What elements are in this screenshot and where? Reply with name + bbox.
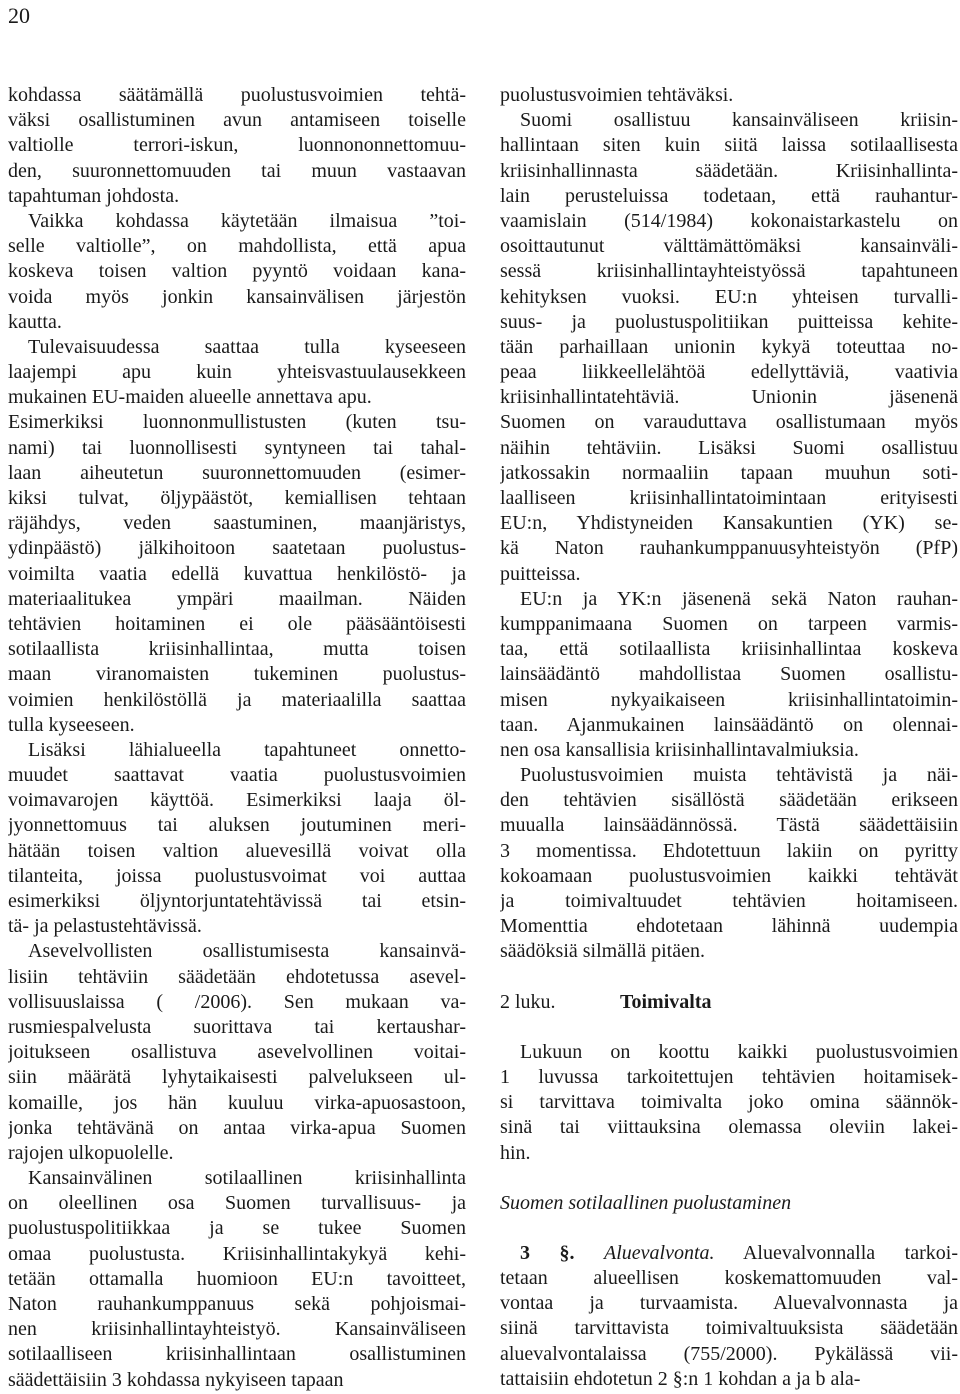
text-line: koskeva toisen valtion pyyntö voidaan kana- (8, 260, 466, 283)
text-line: kautta. (8, 310, 62, 333)
text-line: suus- ja puolustuspolitiikan puitteissa kehite- (500, 310, 958, 333)
text-line: tä- ja pelastustehtävissä. (8, 915, 202, 938)
text-line: puolustuspolitiikkaa ja se tukee Suomen (8, 1217, 466, 1240)
text-line: puolustusvoimien tehtäväksi. (500, 84, 734, 106)
text-line: kumppanimaana Suomen on tarpeen varmis- (500, 612, 958, 635)
text-line: säädöksiä silmällä pitäen. (500, 940, 705, 963)
text-line: tehtävien hoitaminen ei ole pääsääntöisesti (8, 612, 466, 635)
text-line: ja toimivaltuudet tehtävien hoitamiseen. (500, 890, 958, 912)
text-line: si tarvittava toimivalta joko omina säännök- (500, 1091, 958, 1114)
text-line: 3 momentissa. Ehdotettuun lakiin on pyritty (500, 839, 958, 862)
text-line: Puolustusvoimien muista tehtävistä ja näi- (520, 764, 958, 787)
text-line: nami) tai luonnollisesti syntyneen tai tahal- (8, 436, 466, 459)
text-line: kriisinhallinnasta säädetään. Kriisinhallinta- (500, 159, 958, 182)
text-line: Kansainvälinen sotilaallinen kriisinhallinta (28, 1167, 466, 1190)
text-line: maan viranomaisten tukeminen puolustus- (8, 663, 466, 686)
text-line: omaa puolustusta. Kriisinhallintakykyä kehi- (8, 1242, 466, 1265)
text-line: laajempi apu kuin yhteisvastuulausekkeen (8, 361, 466, 384)
text-line: voimien henkilöstöllä ja materiaalilla saattaa (8, 688, 466, 711)
text-line: tulla kyseeseen. (8, 713, 135, 736)
text-line: lain perusteluissa todetaan, että rauhantur- (500, 184, 958, 207)
text-line: voimavarojen käyttöä. Esimerkiksi laaja öl- (8, 789, 466, 812)
text-line: taa, että sotilaallista kriisinhallintaa koskeva (500, 638, 958, 661)
text-line: hätään toisen valtion aluevesillä voivat olla (8, 839, 466, 862)
text-line: den, suuronnettomuuden tai muun vastaavan (8, 159, 466, 182)
text-line: laan aiheutetun suuronnettomuuden (esimer- (8, 461, 466, 484)
text-line: vaamislain (514/1984) kokonaistarkastelu on (500, 209, 958, 232)
text-line: vollisuuslaissa ( /2006). Sen mukaan va- (8, 990, 466, 1013)
section-3 (500, 1241, 958, 1392)
section-first-line-text: Aluevalvonnalla tarkoi- (742, 1241, 958, 1264)
text-line: Naton rauhankumppanuus sekä pohjoismai- (8, 1293, 466, 1315)
text-line: jonka tehtävänä on antaa virka-apua Suomen (8, 1116, 466, 1139)
text-line: misen nykyaikaiseen kriisinhallintatoimin- (500, 688, 958, 711)
text-line: EU:n, Yhdistyneiden Kansakuntien (YK) se- (500, 512, 958, 535)
text-line: tetään ottamalla huomioon EU:n tavoitteet, (8, 1267, 466, 1290)
text-line: Tulevaisuudessa saattaa tulla kyseeseen (28, 335, 466, 358)
text-line: Lisäksi lähialueella tapahtuneet onnetto- (28, 738, 466, 761)
text-line: kriisinhallintatehtäviä. Unionin jäsenenä (500, 386, 958, 409)
text-line: aluevalvontalaissa (755/2000). Pykälässä vii- (500, 1342, 958, 1365)
text-line: näihin tehtäviin. Lisäksi Suomi osallistuu (500, 436, 958, 459)
text-line: tapahtuman johdosta. (8, 184, 180, 207)
text-line: kokoamaan puolustusvoimien kaikki tehtävät (500, 864, 958, 887)
text-line: puitteissa. (500, 562, 581, 585)
left-column (8, 83, 466, 1393)
right-paragraphs-a (500, 83, 958, 965)
text-line: väksi osallistuminen avun antamiseen toiselle (8, 109, 466, 132)
section-first-line (500, 1241, 958, 1266)
text-line: peaa liikkeellelähtöä edellyttäviä, vaativia (500, 361, 958, 384)
text-line: Suomi osallistuu kansainväliseen kriisin- (520, 109, 958, 132)
text-line: Momenttia ehdotetaan lähinnä uudempia (500, 915, 958, 938)
text-line: räjähdys, veden saastuminen, maanjäristys, (8, 512, 466, 535)
text-line: taan. Ajanmukainen lainsäädäntö on olennai- (500, 713, 958, 736)
text-line: sotilaalliseen kriisinhallintaan osallistuminen (8, 1343, 466, 1366)
text-line: sotilaallista kriisinhallintaa, mutta toisen (8, 638, 466, 661)
text-line: Esimerkiksi luonnonmullistusten (kuten tsu- (8, 411, 466, 434)
text-line: kohdassa säätämällä puolustusvoimien tehtä- (8, 84, 466, 106)
section-title: Aluevalvonta. (604, 1241, 715, 1264)
text-line: mukainen EU-maiden alueelle annettava apu. (8, 386, 372, 409)
text-line: tetaan alueellisen koskemattomuuden val- (500, 1267, 958, 1290)
text-line: Asevelvollisten osallistumisesta kansainvä- (28, 940, 466, 963)
text-line: on oleellinen osa Suomen turvallisuus- ja (8, 1192, 466, 1215)
text-line: materiaalitukea ympäri maailman. Näiden (8, 587, 466, 610)
text-line: sessä kriisinhallintayhteistyössä tapahtuneen (500, 260, 958, 283)
text-line: nen kriisinhallintayhteistyö. Kansainväliseen (8, 1318, 466, 1341)
text-line: jatkossakin normaaliin tapaan muuhun soti- (500, 461, 958, 484)
right-paragraphs-b (500, 1040, 958, 1166)
text-line: säädettäisiin 3 kohdassa nykyiseen tapaan (8, 1368, 344, 1391)
text-line: tilanteita, joissa puolustusvoimat voi auttaa (8, 864, 466, 887)
text-line: den tehtävien sisällöstä säädetään erikseen (500, 789, 958, 812)
text-line: ydinpäästö) jälkihoitoon saatetaan puolustus- (8, 537, 466, 560)
text-line: vontaa ja turvaamista. Aluevalvonnasta ja (500, 1292, 958, 1315)
text-line: lainsäädäntö mahdollistaa Suomen osallistu- (500, 663, 958, 686)
text-line: valtiolle terrori-iskun, luonnononnettomuu- (8, 134, 466, 157)
section-number: 3 §. (520, 1241, 575, 1264)
chapter-heading (500, 990, 958, 1015)
chapter-number: 2 luku. (500, 990, 556, 1013)
text-line: komaille, jos hän kuuluu virka-apuosastoon, (8, 1091, 466, 1114)
text-line: hallintaan siten kuin siitä laissa sotilaallisesta (500, 134, 958, 157)
page-number: 20 (8, 3, 30, 28)
text-line: voida myös jonkin kansainvälisen järjestön (8, 285, 466, 308)
text-line: 1 luvussa tarkoitettujen tehtävien hoitamisek- (500, 1065, 958, 1088)
text-line: siin määrätä lyhytaikaisesti palvelukseen ul- (8, 1066, 466, 1089)
text-line: selle valtiolle”, on mahdollista, että apua (8, 235, 466, 258)
text-line: kehityksen vuoksi. EU:n yhteisen turvalli- (500, 285, 958, 308)
text-line: muudet saattavat vaatia puolustusvoimien (8, 764, 466, 787)
chapter-title: Toimivalta (620, 990, 712, 1013)
text-line: esimerkiksi öljyntorjuntatehtävissä tai etsin- (8, 890, 466, 912)
section-subheading: Suomen sotilaallinen puolustaminen (500, 1191, 792, 1214)
text-line: kä Naton rauhankumppanuusyhteistyön (PfP) (500, 537, 958, 560)
text-line: joitukseen osallistuva asevelvollinen voitai- (8, 1041, 466, 1064)
text-line: tään parhaillaan unionin kykyä toteuttaa no- (500, 335, 958, 358)
text-line: laalliseen kriisinhallintatoimintaan erityisesti (500, 487, 958, 509)
text-line: osoittautunut välttämättömäksi kansainväli- (500, 235, 958, 258)
text-line: Suomen on varauduttava osallistumaan myös (500, 411, 958, 434)
text-line: Vaikka kohdassa käytetään ilmaisua ”toi- (28, 209, 466, 232)
text-line: hin. (500, 1141, 531, 1164)
text-line: muualla lainsäädännössä. Tästä säädettäisiin (500, 814, 958, 837)
right-column (500, 83, 958, 1392)
text-line: sinä tai viittauksina olemassa oleviin lakei- (500, 1116, 958, 1139)
text-line: rajojen ulkopuolelle. (8, 1141, 174, 1164)
text-line: Lukuun on koottu kaikki puolustusvoimien (520, 1040, 958, 1063)
text-line: kiksi tulvat, öljypäästöt, kemiallisen tehtaan (8, 487, 466, 509)
text-line: tattaisiin ehdotetun 2 §:n 1 kohdan a ja b ala- (500, 1367, 861, 1390)
text-line: rusmiespalvelusta suorittava tai kertaushar- (8, 1015, 466, 1038)
text-line: voimilta vaatia edellä kuvattua henkilöstö- ja (8, 562, 466, 585)
text-line: lisiin tehtäviin säädetään ehdotetussa asevel- (8, 965, 466, 988)
text-line: nen osa kansallisia kriisinhallintavalmiuksia. (500, 738, 859, 761)
text-line: siinä tarvittavista toimivaltuuksista säädetään (500, 1317, 958, 1340)
text-line: jyonnettomuus tai aluksen joutuminen meri- (8, 814, 466, 837)
text-line: EU:n ja YK:n jäsenenä sekä Naton rauhan- (520, 587, 958, 610)
